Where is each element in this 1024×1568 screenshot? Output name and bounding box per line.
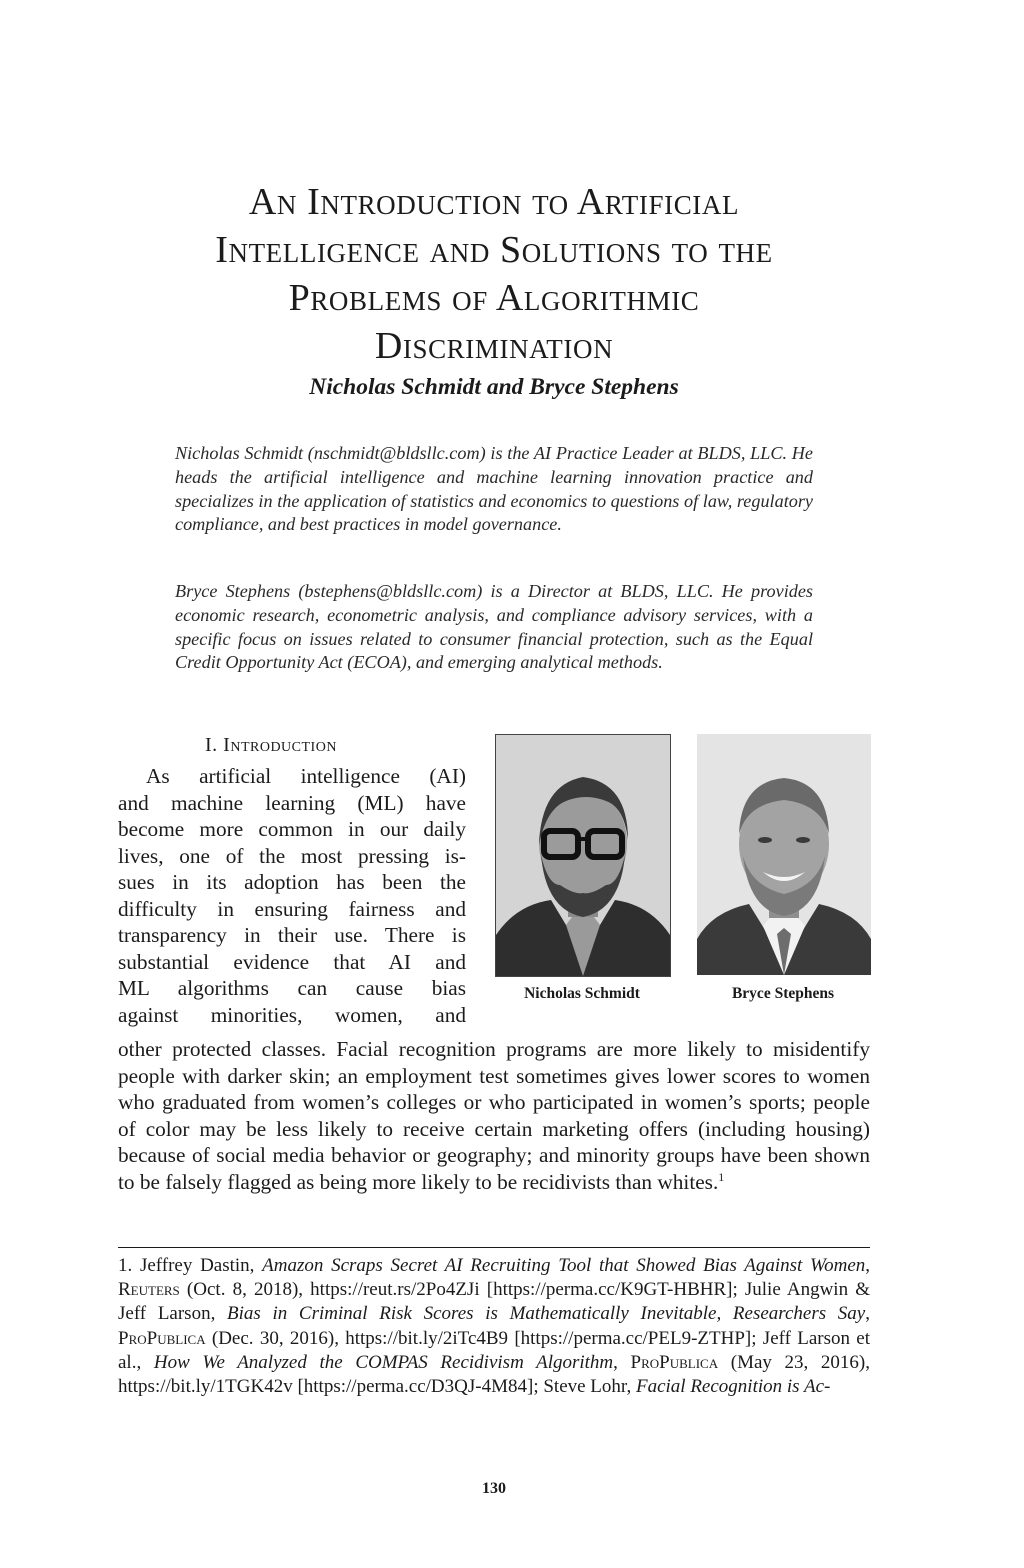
intro-continued-text xyxy=(118,1036,870,1195)
footnote-text: (Dec. 30, 2016), https://bit.ly/2iTc4B9 [https://perma.cc/PEL9-ZTHP]; Jeff Larson et al., xyxy=(118,1327,870,1373)
intro-line: As artificial intelligence (AI) xyxy=(146,764,466,788)
title-line: An Introduction to Artificial xyxy=(248,181,740,223)
section-heading xyxy=(205,734,337,757)
footnote-citation-title: How We Analyzed the COMPAS Recidivism Algorithm xyxy=(153,1351,614,1373)
footnote-publisher: ProPublica xyxy=(630,1351,719,1373)
footnote-publisher: ProPublica xyxy=(118,1327,206,1349)
portrait-illustration xyxy=(697,734,871,975)
footnote-text: , xyxy=(865,1303,870,1325)
footnote-text: , xyxy=(865,1255,871,1276)
footnote-number: 1. xyxy=(118,1255,133,1276)
section-title: Introduction xyxy=(223,734,337,756)
author-byline: Nicholas Schmidt and Bryce Stephens xyxy=(309,374,679,400)
section-number: I. xyxy=(205,734,218,756)
footnote-divider xyxy=(118,1247,870,1248)
footnote-marker[interactable]: 1 xyxy=(718,1169,725,1184)
title-line: Problems of Algorithmic xyxy=(288,277,700,319)
footnote-text: (Oct. 8, 2018), https://reut.rs/2Po4ZJi [https://perma.cc/K9GT-HBHR]; Julie Angwin & Jeff Larson, xyxy=(118,1279,870,1325)
author-photo-stephens xyxy=(697,734,871,975)
footnote-body xyxy=(118,1255,870,1397)
intro-line: against minorities, women, and xyxy=(118,1002,466,1027)
intro-line: substantial evidence that AI and xyxy=(118,949,466,974)
author-bio-stephens: Bryce Stephens (bstephens@bldsllc.com) is a Director at BLDS, LLC. He provides economic research, econometric analysis, and compliance advisory services, with a specific focus on issues related to consumer financial protection, such as the Equal Credit Opportunity Act (ECOA), and emerging analytical methods. xyxy=(175,581,813,673)
intro-line: become more common in our daily xyxy=(118,817,466,841)
intro-wrapped-text xyxy=(118,763,466,1028)
author-photo-schmidt xyxy=(495,734,671,977)
footnote-publisher: Reuters xyxy=(118,1279,180,1301)
footnote-text: (May 23, 2016), https://bit.ly/1TGK42v [https://perma.cc/D3QJ-4M84]; Steve Lohr, xyxy=(118,1351,871,1398)
footnote xyxy=(118,1254,870,1399)
article-title xyxy=(118,178,870,370)
title-line: Intelligence and Solutions to the xyxy=(215,229,773,271)
intro-line: sues in its adoption has been the xyxy=(118,870,466,894)
intro-line: transparency in their use. There is xyxy=(118,923,466,947)
footnote-citation-title: Facial Recognition is Ac- xyxy=(635,1376,831,1398)
intro-line: lives, one of the most pressing is- xyxy=(118,843,466,868)
intro-continued-body: other protected classes. Facial recognition programs are more likely to misidentify people with darker skin; an employment test sometimes gives lower scores to women who graduated from women’s colleges or who participated in women’s sports; people of color may be less likely to receive certain marketing offers (including housing) because of social media behavior or geography; and minority groups have been shown to be falsely flagged as being more likely to be recidivists than whites. xyxy=(118,1037,870,1194)
portrait-illustration xyxy=(496,735,670,976)
footnote-citation-title: Amazon Scraps Secret AI Recruiting Tool that Showed Bias Against Women xyxy=(262,1255,866,1276)
title-line: Discrimination xyxy=(374,325,614,367)
intro-line: ML algorithms can cause bias xyxy=(118,976,466,1000)
intro-line: and machine learning (ML) have xyxy=(118,790,466,815)
photo-caption: Bryce Stephens xyxy=(731,985,835,1002)
author-bio-schmidt: Nicholas Schmidt (nschmidt@bldsllc.com) is the AI Practice Leader at BLDS, LLC. He heads the artificial intelligence and machine learning innovation practice and specializes in the application of statistics and economics to questions of law, regulatory compliance, and best practices in model governance. xyxy=(175,443,813,535)
footnote-text: , xyxy=(613,1351,631,1373)
intro-line: difficulty in ensuring fairness and xyxy=(118,896,466,921)
footnote-text: Jeffrey Dastin, xyxy=(139,1255,263,1276)
page-number: 130 xyxy=(482,1480,506,1497)
footnote-citation-title: Bias in Criminal Risk Scores is Mathematically Inevitable, Researchers Say xyxy=(227,1303,866,1325)
photo-caption: Nicholas Schmidt xyxy=(524,985,640,1002)
